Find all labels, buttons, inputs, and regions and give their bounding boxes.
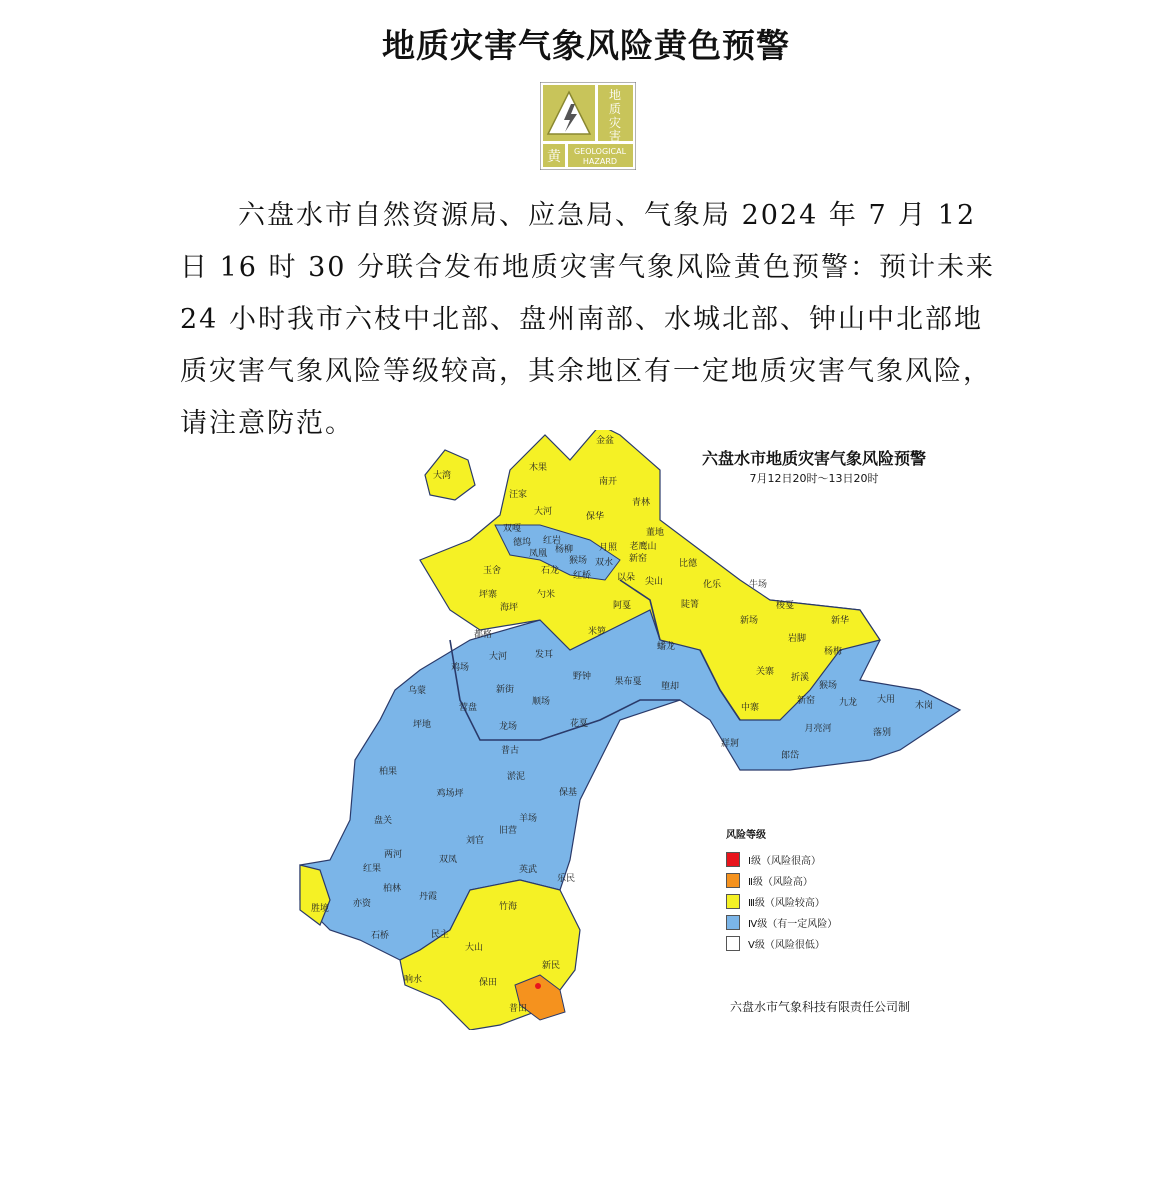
legend-label: Ⅲ级（风险较高） — [748, 898, 825, 909]
place-label: 猴场 — [818, 681, 838, 691]
place-label: 陡箐 — [680, 600, 700, 610]
place-label: 大湾 — [432, 471, 452, 481]
place-label: 汪家 — [508, 490, 528, 500]
place-label: 董地 — [645, 528, 665, 538]
place-label: 乌蒙 — [407, 686, 427, 696]
place-label: 南开 — [598, 477, 618, 487]
place-label: 德坞 — [512, 538, 532, 548]
legend-swatch — [726, 894, 740, 909]
place-label: 木岗 — [914, 701, 934, 711]
place-label: 大河 — [488, 652, 508, 662]
place-label: 牛场 — [748, 580, 768, 590]
page-title: 地质灾害气象风险黄色预警 — [382, 26, 790, 65]
place-label: 新民 — [541, 961, 561, 971]
legend-label: Ⅱ级（风险高） — [748, 877, 813, 888]
place-label: 石龙 — [540, 566, 560, 576]
place-label: 顺场 — [531, 697, 551, 707]
place-label: 新场 — [739, 616, 759, 626]
map-credit: 六盘水市气象科技有限责任公司制 — [730, 1000, 911, 1014]
badge-vertical-text-3: 灾 — [608, 116, 622, 130]
place-label: 蟠龙 — [656, 642, 676, 652]
place-label: 花戛 — [569, 719, 589, 729]
place-label: 鸡场 — [450, 663, 470, 673]
place-label: 米箩 — [587, 627, 607, 637]
place-label: 化乐 — [702, 580, 722, 590]
place-label: 郎岱 — [780, 751, 800, 761]
legend-swatch — [726, 873, 740, 888]
map-title: 六盘水市地质灾害气象风险预警 — [701, 449, 926, 468]
place-label: 发耳 — [534, 650, 554, 660]
legend-item — [726, 933, 837, 954]
place-label: 保华 — [585, 512, 605, 522]
place-label: 新街 — [495, 685, 515, 695]
legend-swatch — [726, 915, 740, 930]
place-label: 新窑 — [628, 554, 648, 564]
place-label: 勺米 — [536, 590, 556, 600]
place-label: 保田 — [478, 978, 498, 988]
legend-label: Ⅴ级（风险很低） — [748, 940, 825, 951]
place-label: 大用 — [876, 695, 896, 705]
place-label: 双嘎 — [502, 524, 522, 534]
risk-map — [280, 430, 1000, 1030]
badge-english-line1: GEOLOGICAL — [573, 147, 627, 156]
place-label: 丹霞 — [418, 892, 438, 902]
place-label: 旧营 — [498, 826, 518, 836]
place-label: 果布戛 — [614, 677, 642, 687]
place-label: 木果 — [528, 463, 548, 473]
place-label: 大河 — [533, 507, 553, 517]
place-label: 亦资 — [352, 899, 372, 909]
place-label: 红岩 — [542, 536, 562, 546]
badge-vertical-text-2: 质 — [608, 102, 622, 116]
place-label: 新窑 — [796, 696, 816, 706]
warning-badge — [540, 82, 636, 170]
place-label: 柏果 — [378, 767, 398, 777]
badge-level-char: 黄 — [547, 149, 561, 165]
place-label: 九龙 — [838, 698, 858, 708]
place-label: 金盆 — [595, 436, 615, 446]
legend-label: Ⅰ级（风险很高） — [748, 856, 821, 867]
place-label: 双水 — [594, 558, 614, 568]
place-label: 新华 — [830, 616, 850, 626]
legend-item — [726, 870, 837, 891]
place-label: 英武 — [518, 865, 538, 875]
legend-item — [726, 849, 837, 870]
announcement-paragraph: 六盘水市自然资源局、应急局、气象局 2024 年 7 月 12 日 16 时 30 分联合发布地质灾害气象风险黄色预警：预计未来 24 小时我市六枝中北部、盘州南部、水城北部、钟山中北部地质灾害气象风险等级较高，其余地区有一定地质灾害气象风险，请注意防范。 — [180, 200, 996, 439]
place-label: 胜境 — [310, 904, 330, 914]
place-label: 牂牁 — [720, 739, 740, 749]
place-label: 营盘 — [458, 703, 478, 713]
place-label: 乐民 — [556, 874, 576, 884]
place-label: 凤凰 — [528, 549, 548, 559]
place-label: 青林 — [631, 498, 651, 508]
place-label: 中寨 — [740, 703, 760, 713]
place-label: 响水 — [403, 975, 423, 985]
place-label: 落别 — [872, 728, 892, 738]
badge-english-line2: HAZARD — [582, 157, 618, 166]
place-label: 梭戛 — [775, 601, 795, 611]
place-label: 盘关 — [373, 816, 393, 826]
map-subtitle: 7月12日20时～13日20时 — [749, 472, 879, 485]
place-label: 都格 — [473, 630, 493, 640]
legend-swatch — [726, 852, 740, 867]
place-label: 岩脚 — [787, 634, 807, 644]
place-label: 红桥 — [572, 571, 592, 581]
badge-vertical-text-1: 地 — [608, 88, 622, 102]
place-label: 大山 — [464, 943, 484, 953]
badge-vertical-text-4: 害 — [608, 129, 622, 143]
legend-label: Ⅳ级（有一定风险） — [748, 919, 838, 930]
place-label: 玉舍 — [482, 566, 502, 576]
place-label: 双凤 — [438, 855, 458, 865]
place-label: 竹海 — [498, 902, 518, 912]
place-label: 鸡场坪 — [436, 789, 464, 799]
place-label: 比德 — [678, 559, 698, 569]
place-label: 折溪 — [790, 673, 810, 683]
place-label: 两河 — [383, 850, 403, 860]
place-label: 普古 — [500, 746, 520, 756]
place-label: 红果 — [362, 864, 382, 874]
place-label: 堕却 — [660, 682, 680, 692]
place-label: 石桥 — [370, 931, 390, 941]
place-label: 杨梅 — [823, 647, 843, 657]
place-label: 淤泥 — [506, 772, 526, 782]
map-point-red — [535, 983, 541, 989]
place-label: 坪寨 — [478, 590, 498, 600]
legend-swatch — [726, 936, 740, 951]
legend-item — [726, 891, 837, 912]
place-label: 柏林 — [382, 884, 402, 894]
place-label: 月亮河 — [804, 724, 832, 734]
place-label: 民主 — [430, 930, 450, 940]
place-label: 猴场 — [568, 556, 588, 566]
place-label: 刘官 — [465, 836, 485, 846]
map-legend — [726, 826, 837, 954]
place-label: 阿戛 — [612, 601, 632, 611]
place-label: 野钟 — [572, 672, 592, 682]
place-label: 海坪 — [499, 603, 519, 613]
place-label: 保基 — [558, 788, 578, 798]
legend-item — [726, 912, 837, 933]
place-label: 月照 — [598, 543, 618, 553]
place-label: 以朵 — [616, 573, 636, 583]
legend-title: 风险等级 — [726, 830, 766, 841]
place-label: 羊场 — [518, 814, 538, 824]
place-label: 普田 — [508, 1004, 528, 1014]
place-label: 关寨 — [755, 667, 775, 677]
place-label: 坪地 — [412, 720, 432, 730]
place-label: 老鹰山 — [629, 542, 657, 552]
place-label: 龙场 — [498, 722, 518, 732]
place-label: 尖山 — [644, 577, 664, 587]
place-label: 杨柳 — [554, 545, 574, 555]
